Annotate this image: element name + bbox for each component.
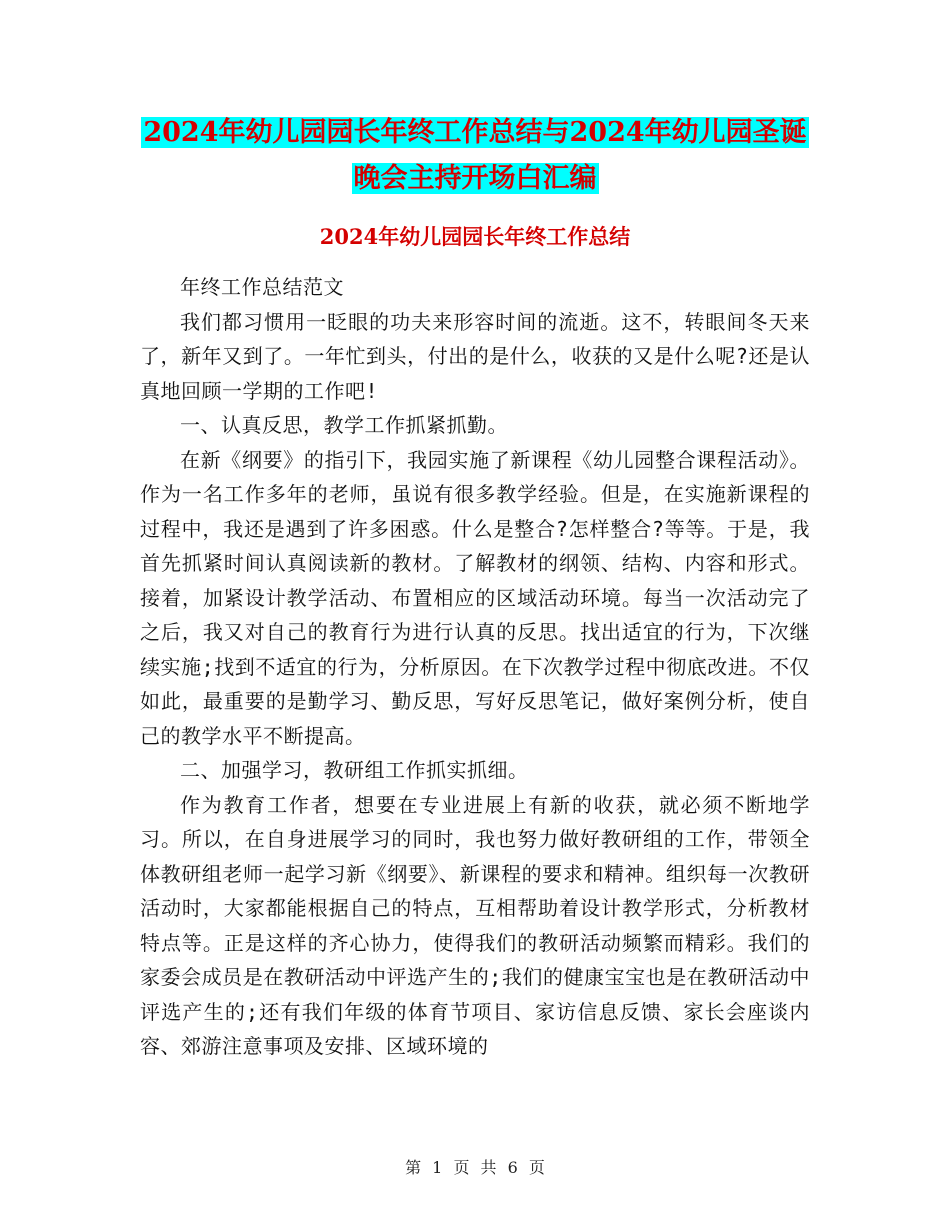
paragraph: 作为教育工作者，想要在专业进展上有新的收获，就必须不断地学习。所以，在自身进展学习的同时，我也努力做好教研组的工作，带领全体教研组老师一起学习新《纲要》、新课程的要求和精神。组织每一次教研活动时，大家都能根据自己的特点，互相帮助着设计教学形式，分析教材特点等。正是这样的齐心协力，使得我们的教研活动频繁而精彩。我们的家委会成员是在教研活动中评选产生的;我们的健康宝宝也是在教研活动中评选产生的;还有我们年级的体育节项目、家访信息反馈、家长会座谈内容、郊游注意事项及安排、区域环境的 xyxy=(140,792,810,1058)
paragraph: 我们都习惯用一眨眼的功夫来形容时间的流逝。这不，转眼间冬天来了，新年又到了。一年忙到头，付出的是什么，收获的又是什么呢?还是认真地回顾一学期的工作吧! xyxy=(140,309,810,403)
page-footer: 第 1 页 共 6 页 xyxy=(405,1158,545,1177)
document-body xyxy=(140,270,810,1064)
title-line-2: 晚会主持开场白汇编 xyxy=(353,163,597,194)
document-title xyxy=(140,110,810,202)
paragraph: 一、认真反思，教学工作抓紧抓勤。 xyxy=(180,413,508,437)
title-line-1: 2024年幼儿园园长年终工作总结与2024年幼儿园圣诞 xyxy=(143,117,807,148)
paragraph: 二、加强学习，教研组工作抓实抓细。 xyxy=(180,758,529,782)
section-title: 2024年幼儿园园长年终工作总结 xyxy=(319,224,631,249)
paragraph: 年终工作总结范文 xyxy=(180,275,344,299)
paragraph: 在新《纲要》的指引下，我园实施了新课程《幼儿园整合课程活动》。作为一名工作多年的老师，虽说有很多教学经验。但是，在实施新课程的过程中，我还是遇到了许多困惑。什么是整合?怎样整合?等等。于是，我首先抓紧时间认真阅读新的教材。了解教材的纲领、结构、内容和形式。接着，加紧设计教学活动、布置相应的区域活动环境。每当一次活动完了之后，我又对自己的教育行为进行认真的反思。找出适宜的行为，下次继续实施;找到不适宜的行为，分析原因。在下次教学过程中彻底改进。不仅如此，最重要的是勤学习、勤反思，写好反思笔记，做好案例分析，使自己的教学水平不断提高。 xyxy=(140,447,810,748)
